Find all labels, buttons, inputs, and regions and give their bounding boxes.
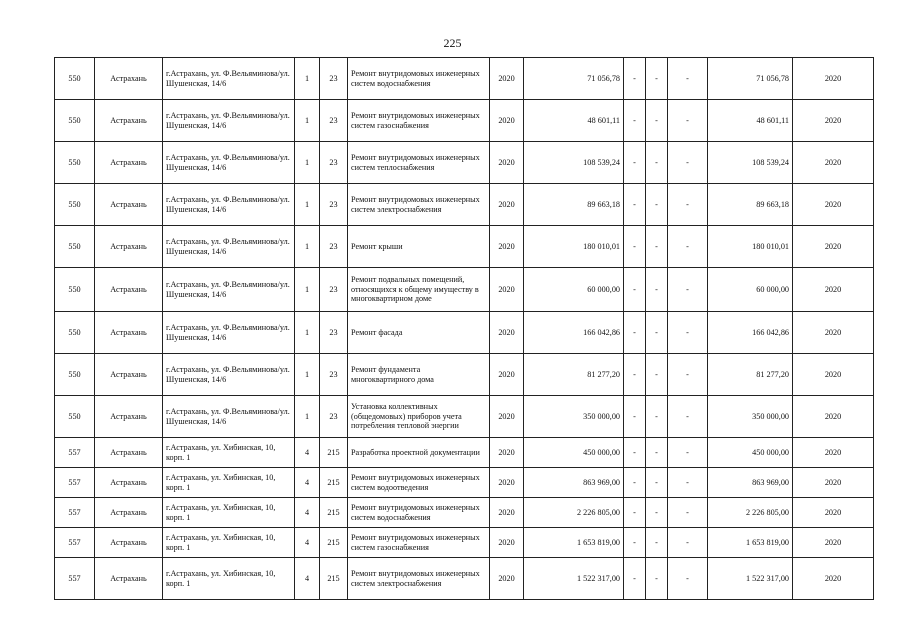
cell-year: 2020 [490, 354, 524, 396]
cell-completion-year: 2020 [793, 312, 874, 354]
cell-col-a: 1 [295, 100, 320, 142]
cell-dash-1: - [624, 468, 646, 498]
cell-city: Астрахань [95, 498, 163, 528]
cell-col-b: 23 [320, 396, 348, 438]
cell-address: г.Астрахань, ул. Хибинская, 10, корп. 1 [163, 558, 295, 600]
cell-total: 350 000,00 [708, 396, 793, 438]
cell-amount: 450 000,00 [524, 438, 624, 468]
cell-dash-3: - [668, 558, 708, 600]
cell-address: г.Астрахань, ул. Ф.Вельяминова/ул. Шушенская, 14/6 [163, 354, 295, 396]
cell-col-a: 1 [295, 268, 320, 312]
cell-address: г.Астрахань, ул. Ф.Вельяминова/ул. Шушенская, 14/6 [163, 184, 295, 226]
cell-work-type: Ремонт внутридомовых инженерных систем теплоснабжения [348, 142, 490, 184]
cell-object-id: 550 [55, 100, 95, 142]
cell-completion-year: 2020 [793, 58, 874, 100]
cell-dash-1: - [624, 142, 646, 184]
table-row [55, 528, 874, 558]
cell-city: Астрахань [95, 226, 163, 268]
cell-object-id: 550 [55, 226, 95, 268]
cell-col-b: 23 [320, 312, 348, 354]
cell-year: 2020 [490, 396, 524, 438]
cell-dash-3: - [668, 354, 708, 396]
cell-dash-3: - [668, 468, 708, 498]
cell-city: Астрахань [95, 354, 163, 396]
cell-dash-3: - [668, 312, 708, 354]
cell-amount: 166 042,86 [524, 312, 624, 354]
cell-dash-2: - [646, 226, 668, 268]
table-row [55, 58, 874, 100]
cell-dash-1: - [624, 558, 646, 600]
cell-total: 71 056,78 [708, 58, 793, 100]
cell-col-b: 215 [320, 468, 348, 498]
cell-dash-1: - [624, 438, 646, 468]
cell-work-type: Установка коллективных (общедомовых) приборов учета потребления тепловой энергии [348, 396, 490, 438]
cell-city: Астрахань [95, 312, 163, 354]
cell-year: 2020 [490, 226, 524, 268]
cell-object-id: 557 [55, 528, 95, 558]
cell-year: 2020 [490, 312, 524, 354]
page-number: 225 [443, 36, 462, 50]
cell-address: г.Астрахань, ул. Ф.Вельяминова/ул. Шушенская, 14/6 [163, 226, 295, 268]
cell-year: 2020 [490, 498, 524, 528]
cell-col-a: 1 [295, 58, 320, 100]
cell-dash-2: - [646, 396, 668, 438]
cell-total: 1 522 317,00 [708, 558, 793, 600]
cell-col-a: 1 [295, 184, 320, 226]
cell-dash-3: - [668, 184, 708, 226]
cell-year: 2020 [490, 558, 524, 600]
cell-object-id: 550 [55, 58, 95, 100]
cell-year: 2020 [490, 468, 524, 498]
cell-object-id: 550 [55, 312, 95, 354]
cell-col-b: 215 [320, 438, 348, 468]
cell-work-type: Ремонт внутридомовых инженерных систем газоснабжения [348, 100, 490, 142]
cell-city: Астрахань [95, 558, 163, 600]
cell-completion-year: 2020 [793, 396, 874, 438]
cell-col-b: 23 [320, 226, 348, 268]
cell-work-type: Ремонт внутридомовых инженерных систем газоснабжения [348, 528, 490, 558]
cell-total: 863 969,00 [708, 468, 793, 498]
cell-completion-year: 2020 [793, 100, 874, 142]
cell-col-b: 215 [320, 528, 348, 558]
cell-object-id: 557 [55, 438, 95, 468]
cell-work-type: Ремонт подвальных помещений, относящихся к общему имуществу в многоквартирном доме [348, 268, 490, 312]
cell-col-b: 23 [320, 268, 348, 312]
cell-completion-year: 2020 [793, 142, 874, 184]
cell-address: г.Астрахань, ул. Ф.Вельяминова/ул. Шушенская, 14/6 [163, 100, 295, 142]
cell-work-type: Разработка проектной документации [348, 438, 490, 468]
cell-amount: 1 653 819,00 [524, 528, 624, 558]
cell-dash-1: - [624, 396, 646, 438]
cell-col-a: 4 [295, 558, 320, 600]
cell-col-b: 23 [320, 354, 348, 396]
cell-dash-2: - [646, 142, 668, 184]
cell-completion-year: 2020 [793, 558, 874, 600]
cell-completion-year: 2020 [793, 528, 874, 558]
cell-amount: 89 663,18 [524, 184, 624, 226]
cell-dash-1: - [624, 184, 646, 226]
cell-year: 2020 [490, 528, 524, 558]
cell-total: 60 000,00 [708, 268, 793, 312]
cell-amount: 1 522 317,00 [524, 558, 624, 600]
cell-amount: 60 000,00 [524, 268, 624, 312]
cell-col-a: 1 [295, 312, 320, 354]
cell-year: 2020 [490, 142, 524, 184]
cell-col-b: 215 [320, 558, 348, 600]
cell-col-b: 23 [320, 58, 348, 100]
cell-city: Астрахань [95, 142, 163, 184]
cell-completion-year: 2020 [793, 354, 874, 396]
cell-dash-3: - [668, 226, 708, 268]
cell-address: г.Астрахань, ул. Хибинская, 10, корп. 1 [163, 468, 295, 498]
cell-col-a: 1 [295, 396, 320, 438]
cell-col-a: 4 [295, 438, 320, 468]
cell-dash-3: - [668, 100, 708, 142]
cell-total: 450 000,00 [708, 438, 793, 468]
cell-amount: 2 226 805,00 [524, 498, 624, 528]
cell-work-type: Ремонт внутридомовых инженерных систем электроснабжения [348, 184, 490, 226]
cell-completion-year: 2020 [793, 498, 874, 528]
cell-dash-2: - [646, 468, 668, 498]
cell-total: 81 277,20 [708, 354, 793, 396]
cell-work-type: Ремонт внутридомовых инженерных систем водоотведения [348, 468, 490, 498]
table-row [55, 268, 874, 312]
table-row [55, 498, 874, 528]
cell-total: 89 663,18 [708, 184, 793, 226]
cell-completion-year: 2020 [793, 184, 874, 226]
cell-year: 2020 [490, 184, 524, 226]
cell-address: г.Астрахань, ул. Ф.Вельяминова/ул. Шушенская, 14/6 [163, 268, 295, 312]
table-row [55, 312, 874, 354]
table-body [55, 58, 874, 600]
table-row [55, 100, 874, 142]
cell-work-type: Ремонт внутридомовых инженерных систем водоснабжения [348, 58, 490, 100]
cell-amount: 71 056,78 [524, 58, 624, 100]
cell-col-b: 215 [320, 498, 348, 528]
cell-work-type: Ремонт внутридомовых инженерных систем электроснабжения [348, 558, 490, 600]
cell-work-type: Ремонт крыши [348, 226, 490, 268]
cell-completion-year: 2020 [793, 268, 874, 312]
cell-city: Астрахань [95, 438, 163, 468]
cell-dash-1: - [624, 528, 646, 558]
cell-object-id: 557 [55, 468, 95, 498]
cell-amount: 863 969,00 [524, 468, 624, 498]
table-row [55, 142, 874, 184]
cell-amount: 108 539,24 [524, 142, 624, 184]
cell-work-type: Ремонт внутридомовых инженерных систем водоснабжения [348, 498, 490, 528]
cell-address: г.Астрахань, ул. Ф.Вельяминова/ул. Шушенская, 14/6 [163, 312, 295, 354]
cell-year: 2020 [490, 438, 524, 468]
cell-object-id: 557 [55, 498, 95, 528]
table-row [55, 184, 874, 226]
cell-dash-2: - [646, 528, 668, 558]
cell-col-a: 4 [295, 468, 320, 498]
repair-schedule-table [54, 57, 874, 600]
cell-dash-3: - [668, 268, 708, 312]
cell-year: 2020 [490, 268, 524, 312]
cell-city: Астрахань [95, 58, 163, 100]
cell-dash-3: - [668, 528, 708, 558]
table-row [55, 468, 874, 498]
cell-dash-1: - [624, 268, 646, 312]
cell-dash-2: - [646, 438, 668, 468]
cell-col-b: 23 [320, 100, 348, 142]
cell-object-id: 550 [55, 396, 95, 438]
cell-dash-2: - [646, 268, 668, 312]
cell-city: Астрахань [95, 468, 163, 498]
cell-total: 1 653 819,00 [708, 528, 793, 558]
cell-dash-3: - [668, 498, 708, 528]
cell-dash-2: - [646, 558, 668, 600]
cell-col-a: 1 [295, 354, 320, 396]
cell-address: г.Астрахань, ул. Хибинская, 10, корп. 1 [163, 528, 295, 558]
cell-dash-2: - [646, 58, 668, 100]
cell-total: 166 042,86 [708, 312, 793, 354]
cell-total: 48 601,11 [708, 100, 793, 142]
cell-dash-2: - [646, 312, 668, 354]
cell-col-b: 23 [320, 142, 348, 184]
cell-city: Астрахань [95, 268, 163, 312]
cell-dash-1: - [624, 100, 646, 142]
cell-dash-2: - [646, 498, 668, 528]
cell-col-b: 23 [320, 184, 348, 226]
table-row [55, 558, 874, 600]
cell-city: Астрахань [95, 396, 163, 438]
cell-col-a: 4 [295, 498, 320, 528]
cell-dash-3: - [668, 396, 708, 438]
cell-dash-1: - [624, 226, 646, 268]
cell-dash-1: - [624, 354, 646, 396]
cell-dash-1: - [624, 312, 646, 354]
cell-amount: 81 277,20 [524, 354, 624, 396]
cell-work-type: Ремонт фундамента многоквартирного дома [348, 354, 490, 396]
cell-amount: 180 010,01 [524, 226, 624, 268]
table-row [55, 438, 874, 468]
cell-dash-3: - [668, 58, 708, 100]
cell-object-id: 550 [55, 184, 95, 226]
cell-object-id: 557 [55, 558, 95, 600]
cell-object-id: 550 [55, 142, 95, 184]
cell-dash-1: - [624, 498, 646, 528]
table-row [55, 354, 874, 396]
cell-completion-year: 2020 [793, 438, 874, 468]
cell-city: Астрахань [95, 184, 163, 226]
cell-col-a: 4 [295, 528, 320, 558]
cell-city: Астрахань [95, 528, 163, 558]
cell-address: г.Астрахань, ул. Ф.Вельяминова/ул. Шушенская, 14/6 [163, 58, 295, 100]
cell-dash-3: - [668, 142, 708, 184]
cell-amount: 48 601,11 [524, 100, 624, 142]
cell-col-a: 1 [295, 226, 320, 268]
cell-col-a: 1 [295, 142, 320, 184]
cell-amount: 350 000,00 [524, 396, 624, 438]
cell-address: г.Астрахань, ул. Хибинская, 10, корп. 1 [163, 498, 295, 528]
cell-dash-3: - [668, 438, 708, 468]
cell-address: г.Астрахань, ул. Ф.Вельяминова/ул. Шушенская, 14/6 [163, 396, 295, 438]
table-row [55, 396, 874, 438]
cell-year: 2020 [490, 58, 524, 100]
cell-address: г.Астрахань, ул. Хибинская, 10, корп. 1 [163, 438, 295, 468]
cell-total: 108 539,24 [708, 142, 793, 184]
table-row [55, 226, 874, 268]
cell-year: 2020 [490, 100, 524, 142]
cell-object-id: 550 [55, 354, 95, 396]
cell-completion-year: 2020 [793, 226, 874, 268]
cell-total: 2 226 805,00 [708, 498, 793, 528]
cell-total: 180 010,01 [708, 226, 793, 268]
cell-work-type: Ремонт фасада [348, 312, 490, 354]
cell-address: г.Астрахань, ул. Ф.Вельяминова/ул. Шушенская, 14/6 [163, 142, 295, 184]
cell-dash-2: - [646, 184, 668, 226]
cell-object-id: 550 [55, 268, 95, 312]
cell-dash-1: - [624, 58, 646, 100]
cell-dash-2: - [646, 354, 668, 396]
cell-dash-2: - [646, 100, 668, 142]
cell-completion-year: 2020 [793, 468, 874, 498]
cell-city: Астрахань [95, 100, 163, 142]
